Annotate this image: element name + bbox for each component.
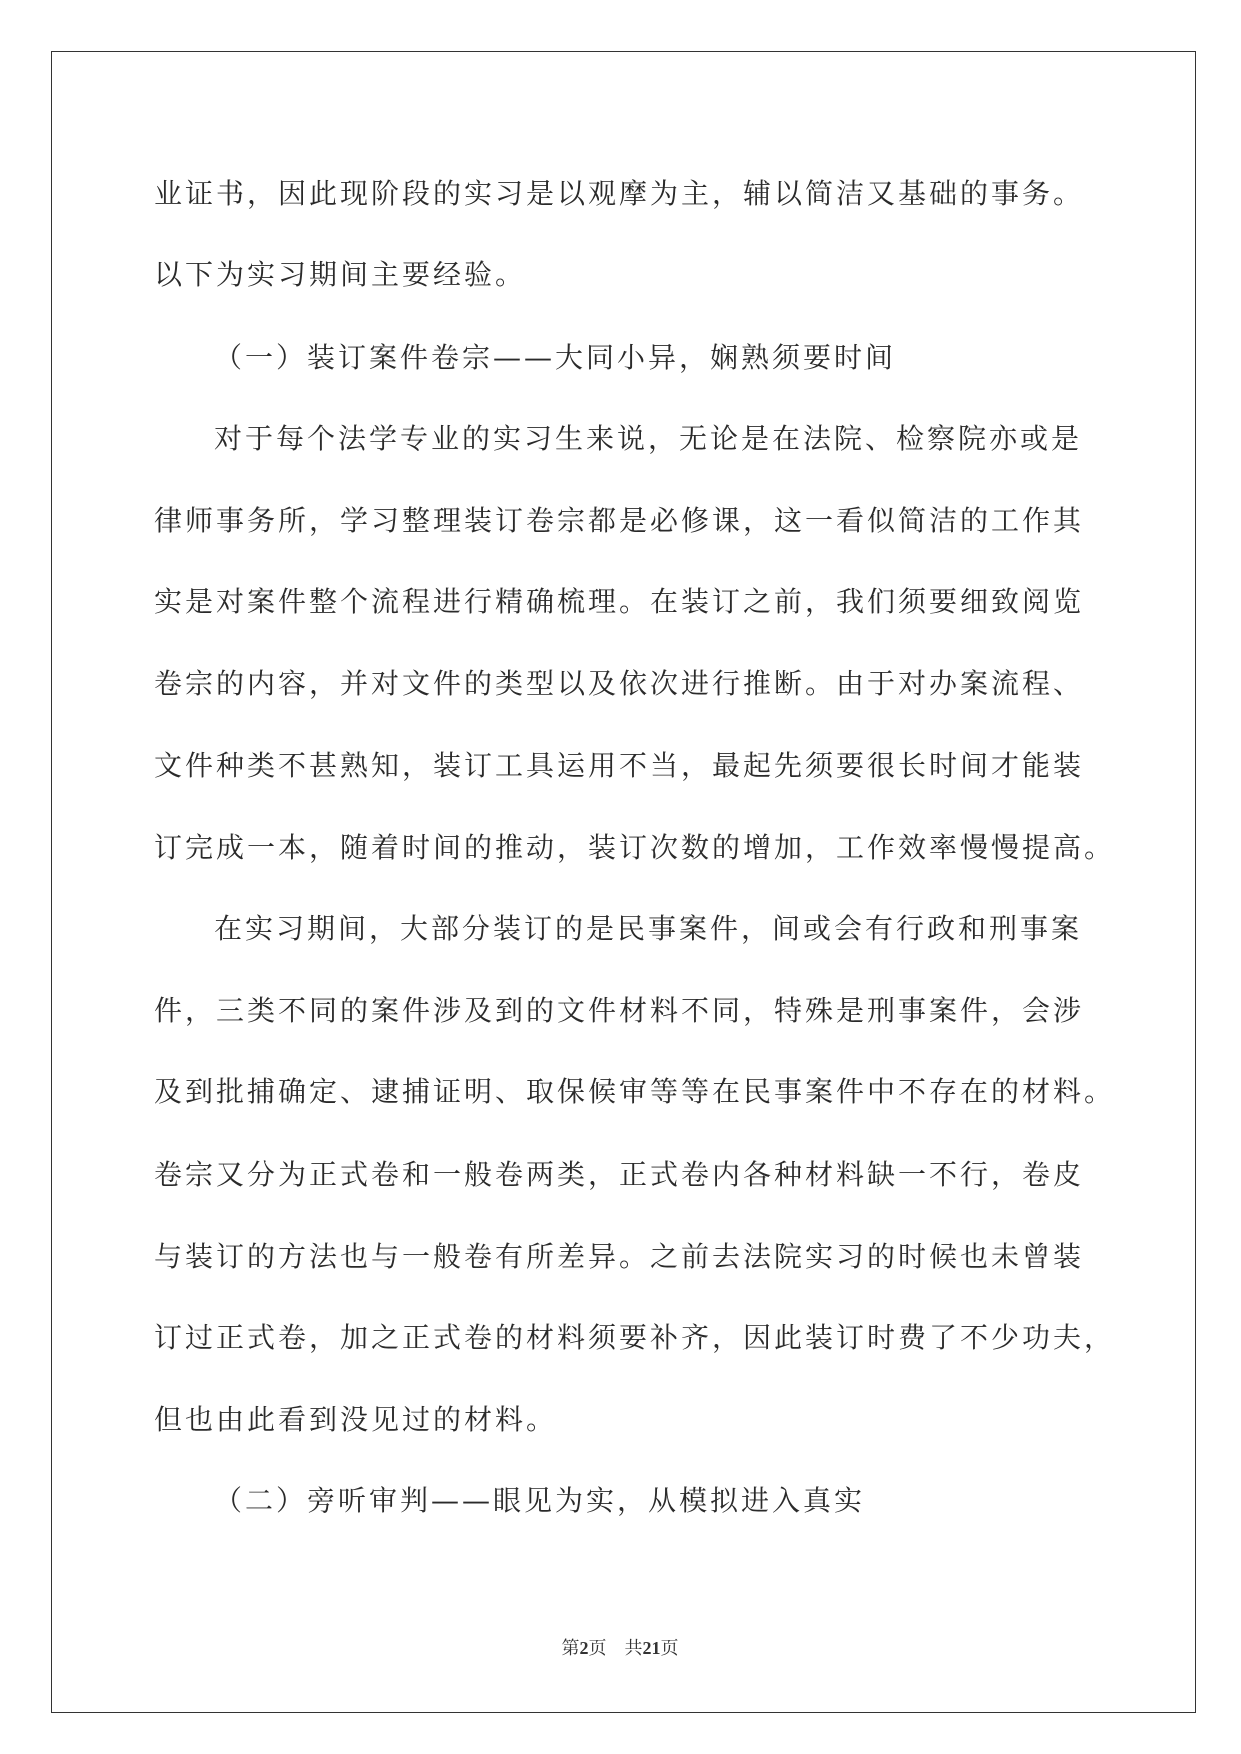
page-prefix: 第 — [561, 1638, 580, 1659]
page-footer — [520, 1636, 720, 1660]
body-line: 及到批捕确定、逮捕证明、取保候审等等在民事案件中不存在的材料。 — [154, 1075, 1116, 1108]
section-heading-2: （二）旁听审判——眼见为实，从模拟进入真实 — [214, 1484, 866, 1517]
body-line: 在实习期间，大部分装订的是民事案件，间或会有行政和刑事案 — [214, 912, 1083, 945]
body-line: 实是对案件整个流程进行精确梳理。在装订之前，我们须要细致阅览 — [154, 585, 1085, 618]
body-line: 与装订的方法也与一般卷有所差异。之前去法院实习的时候也未曾装 — [154, 1240, 1085, 1273]
total-pages: 21 — [642, 1638, 661, 1658]
body-line: 业证书，因此现阶段的实习是以观摩为主，辅以简洁又基础的事务。 — [154, 177, 1085, 210]
total-prefix: 共 — [624, 1638, 643, 1659]
body-line: 件，三类不同的案件涉及到的文件材料不同，特殊是刑事案件，会涉 — [154, 994, 1085, 1027]
body-line: 文件种类不甚熟知，装订工具运用不当，最起先须要很长时间才能装 — [154, 749, 1085, 782]
body-line: 对于每个法学专业的实习生来说，无论是在法院、检察院亦或是 — [214, 422, 1083, 455]
page-border — [51, 51, 1196, 1713]
page-suffix: 页 — [588, 1638, 607, 1659]
body-line: 订完成一本，随着时间的推动，装订次数的增加，工作效率慢慢提高。 — [154, 831, 1116, 864]
body-line: 律师事务所，学习整理装订卷宗都是必修课，这一看似简洁的工作其 — [154, 504, 1085, 537]
body-line: 卷宗的内容，并对文件的类型以及依次进行推断。由于对办案流程、 — [154, 667, 1085, 700]
section-heading-1: （一）装订案件卷宗——大同小异，娴熟须要时间 — [214, 341, 897, 374]
body-line: 以下为实习期间主要经验。 — [154, 258, 527, 291]
body-line: 但也由此看到没见过的材料。 — [154, 1403, 558, 1436]
page-number: 2 — [579, 1638, 589, 1658]
body-line: 订过正式卷，加之正式卷的材料须要补齐，因此装订时费了不少功夫， — [154, 1321, 1116, 1354]
total-suffix: 页 — [660, 1638, 679, 1659]
body-line: 卷宗又分为正式卷和一般卷两类，正式卷内各种材料缺一不行，卷皮 — [154, 1158, 1085, 1191]
